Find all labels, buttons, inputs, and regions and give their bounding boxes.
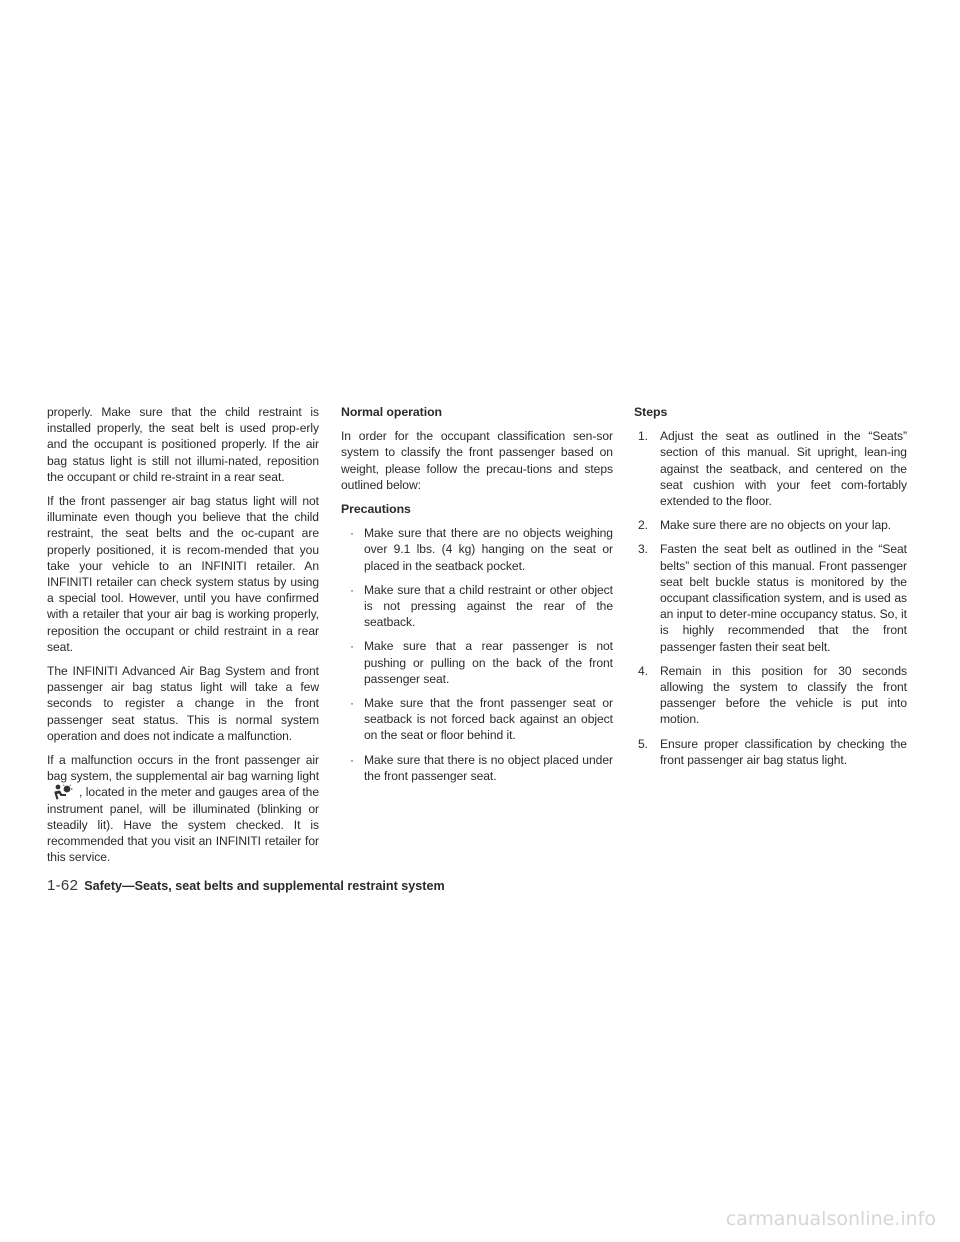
heading-precautions: Precautions	[341, 502, 411, 517]
bullet-mark: ·	[350, 582, 354, 597]
list-item-text: Make sure that a rear passenger is not pushing or pulling on the back of the front passenger seat.	[364, 639, 613, 686]
steps-list	[634, 428, 907, 768]
paragraph-malfunction	[47, 752, 319, 865]
heading-steps: Steps	[634, 405, 668, 419]
paragraph-intro: In order for the occupant classification sen-sor system to classify the front passenger based on weight, please follow the precau-tions and steps outlined below:	[341, 429, 613, 492]
list-item	[341, 582, 613, 631]
paragraph-system-delay: The INFINITI Advanced Air Bag System and front passenger air bag status light will take a few seconds to register a change in the front passenger seat status. This is normal system operation and does not indicate a malfunction.	[47, 664, 319, 743]
step-number: 3.	[638, 542, 648, 557]
page-number: 1-62	[47, 877, 79, 894]
precautions-list	[341, 525, 613, 784]
column-right	[634, 404, 907, 776]
step-text: Make sure there are no objects on your lap.	[660, 518, 892, 533]
step-text: Remain in this position for 30 seconds allowing the system to classify the front passenger before the vehicle is put into motion.	[660, 663, 907, 727]
bullet-mark: ·	[350, 639, 354, 654]
section-title: Safety—Seats, seat belts and supplemental restraint system	[84, 879, 445, 893]
paragraph-status-light-retailer: If the front passenger air bag status light will not illuminate even though you believe that the child restraint, the seat belts and the oc-cupant are properly positioned, it is recom-mended that you take your vehicle to an INFINITI retailer. An INFINITI retailer can check system status by using a special tool. However, until you have confirmed with a retailer that your air bag is working properly, reposition the occupant or child restraint in a rear seat.	[47, 494, 319, 654]
bullet-mark: ·	[350, 752, 354, 767]
list-item	[341, 695, 613, 744]
list-item-text: Make sure that there are no objects weighing over 9.1 lbs. (4 kg) hanging on the seat or placed in the seatback pocket.	[364, 526, 613, 573]
paragraph-child-restraint: properly. Make sure that the child restraint is installed properly, the seat belt is used prop-erly and the occupant is positioned properly. If the air bag status light is still not illumi-nated, reposition the occupant or child re-straint in a rear seat.	[47, 405, 319, 484]
list-item	[341, 638, 613, 687]
list-item-text: Make sure that a child restraint or other object is not pressing against the rear of the seatback.	[364, 582, 613, 630]
step-number: 4.	[638, 663, 648, 678]
step-text: Adjust the seat as outlined in the “Seats” section of this manual. Sit upright, lean-ing against the seatback, and centered on the seat cushion with your feet com-fortably extended to the floor.	[660, 429, 907, 509]
page-footer	[47, 877, 445, 895]
bullet-mark: ·	[350, 696, 354, 711]
list-item	[634, 428, 907, 509]
column-left	[47, 404, 319, 873]
list-item-text: Make sure that the front passenger seat or seatback is not forced back against an object on the seat or floor behind it.	[364, 696, 613, 743]
malfunction-text-start: If a malfunction occurs in the front passenger air bag system, the supplemental air bag warning light	[47, 753, 319, 784]
malfunction-text-end: , located in the meter and gauges area of the instrument panel, will be illuminated (blinking or steadily lit). Have the system checked. It is recommended that you visit an INFINITI retailer for this service.	[47, 785, 319, 865]
step-number: 1.	[638, 429, 648, 444]
list-item	[341, 752, 613, 784]
list-item	[634, 663, 907, 728]
watermark: carmanualsonline.info	[725, 1208, 936, 1230]
list-item	[634, 541, 907, 654]
list-item-text: Make sure that there is no object placed under the front passenger seat.	[364, 752, 613, 783]
list-item	[341, 525, 613, 574]
column-middle	[341, 404, 613, 792]
heading-normal-operation: Normal operation	[341, 405, 443, 419]
bullet-mark: ·	[350, 526, 354, 541]
list-item	[634, 517, 907, 533]
list-item	[634, 736, 907, 768]
step-number: 5.	[638, 736, 648, 751]
step-text: Fasten the seat belt as outlined in the “Seat belts” section of this manual. Front passenger seat belt buckle status is monitored by the occupant classification system, and is used as an input to deter-mine occupancy status. So, it is highly recommended that the front passenger fasten their seat belt.	[660, 542, 907, 654]
step-text: Ensure proper classification by checking the front passenger air bag status light.	[660, 736, 907, 767]
airbag-warning-icon	[51, 784, 73, 800]
step-number: 2.	[638, 518, 648, 533]
